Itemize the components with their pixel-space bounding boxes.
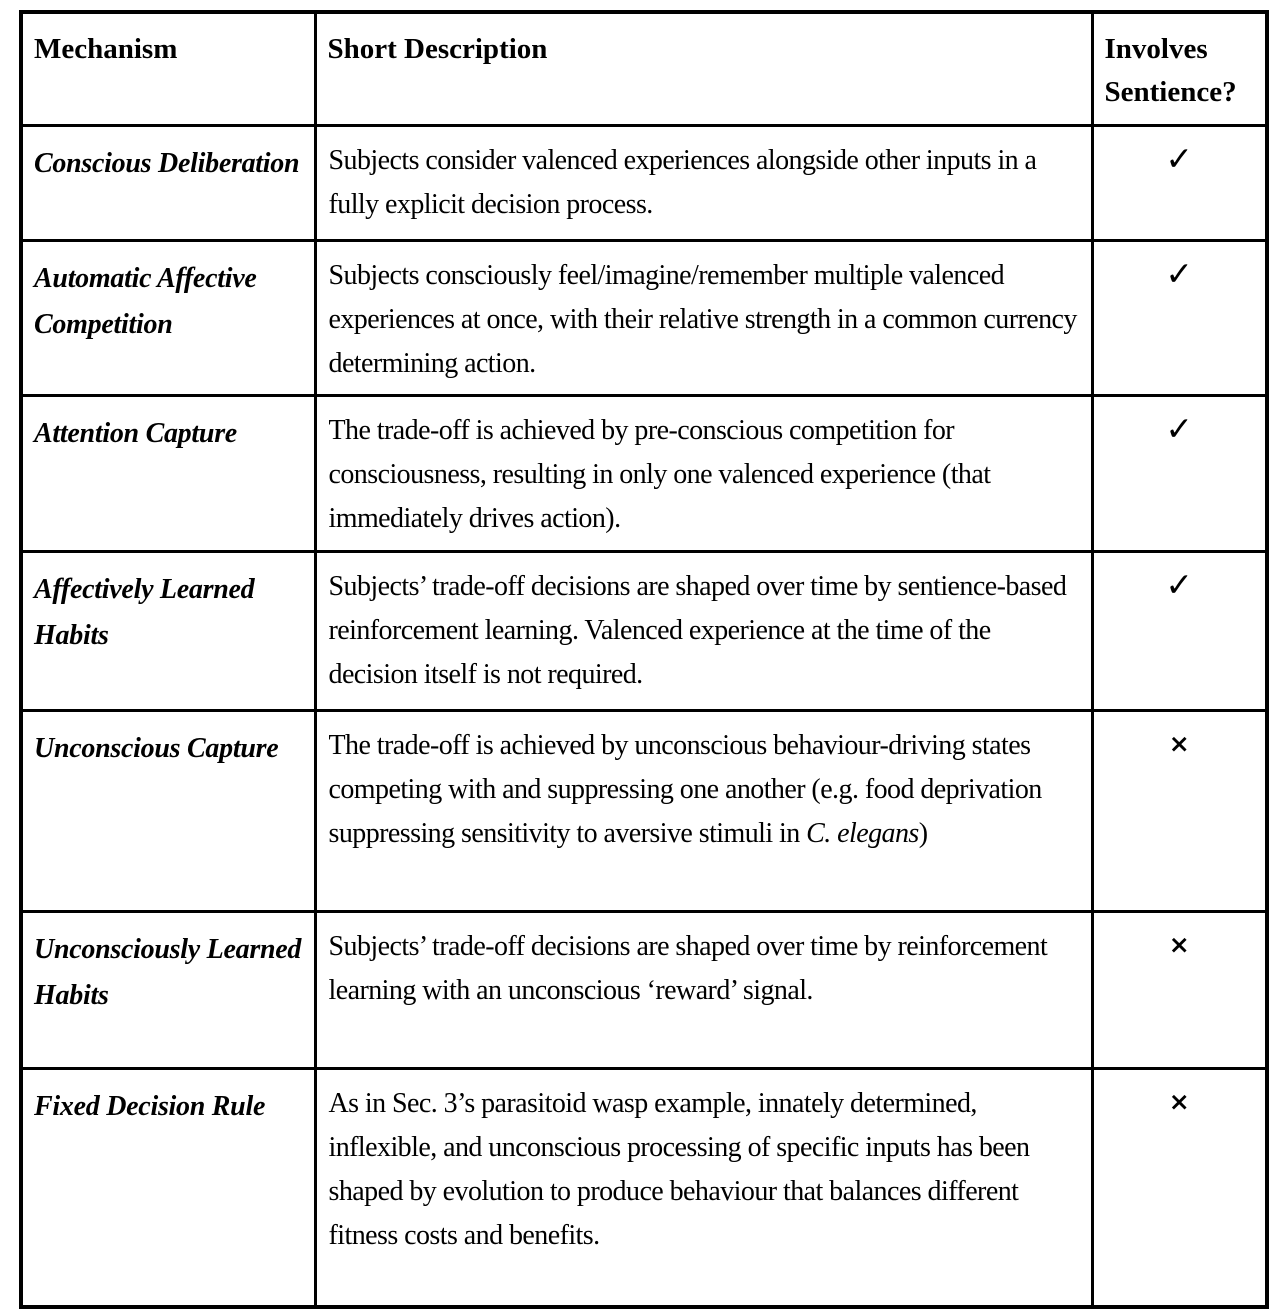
description-text: As in Sec. 3’s parasitoid wasp example, innately determined, inflexible, and unconscious processing of specific inputs has been shaped by evolution to produce behaviour that balances different fitness costs and benefits.: [328, 1088, 1030, 1251]
sentience-cell: [1092, 396, 1267, 552]
cross-icon: ×: [1168, 930, 1190, 959]
description-cell: [315, 396, 1092, 552]
mechanism-cell: Unconscious Capture: [21, 711, 315, 912]
table-row: [21, 241, 1267, 396]
check-icon: ✓: [1165, 565, 1194, 604]
table-row: [21, 912, 1267, 1069]
sentience-cell: [1092, 126, 1267, 241]
description-text: The trade-off is achieved by unconscious behaviour-driving states competing with and suppressing one another (e.g. food deprivation suppressing sensitivity to aversive stimuli in: [328, 730, 1042, 849]
description-text: C. elegans: [806, 818, 919, 849]
description-cell: [315, 1069, 1092, 1307]
sentience-cell: [1092, 711, 1267, 912]
table-row: [21, 396, 1267, 552]
description-text: Subjects consciously feel/imagine/remember multiple valenced experiences at once, with their relative strength in a common currency determining action.: [328, 260, 1077, 379]
sentience-cell: [1092, 1069, 1267, 1307]
mechanism-cell: Affectively Learned Habits: [21, 552, 315, 711]
description-text: The trade-off is achieved by pre-conscious competition for consciousness, resulting in only one valenced experience (that immediately drives action).: [328, 415, 991, 534]
cross-icon: ×: [1168, 729, 1190, 758]
description-text: Subjects’ trade-off decisions are shaped over time by reinforcement learning with an unconscious ‘reward’ signal.: [328, 931, 1048, 1006]
column-header-sentience: Involves Sentience?: [1092, 12, 1267, 126]
column-header-description: Short Description: [315, 12, 1092, 126]
mechanism-cell: Conscious Deliberation: [21, 126, 315, 241]
sentience-cell: [1092, 241, 1267, 396]
mechanism-cell: Attention Capture: [21, 396, 315, 552]
description-text: ): [918, 818, 928, 849]
table-header-row: [21, 12, 1267, 126]
description-cell: [315, 711, 1092, 912]
check-icon: ✓: [1165, 409, 1194, 448]
table-row: [21, 1069, 1267, 1307]
mechanism-cell: Automatic Affective Competition: [21, 241, 315, 396]
table-row: [21, 552, 1267, 711]
sentience-cell: [1092, 552, 1267, 711]
description-text: Subjects consider valenced experiences alongside other inputs in a fully explicit decision process.: [328, 145, 1037, 220]
mechanism-cell: Unconsciously Learned Habits: [21, 912, 315, 1069]
description-cell: [315, 241, 1092, 396]
description-cell: [315, 912, 1092, 1069]
cross-icon: ×: [1168, 1087, 1190, 1116]
column-header-mechanism: Mechanism: [21, 12, 315, 126]
description-cell: [315, 552, 1092, 711]
description-cell: [315, 126, 1092, 241]
mechanisms-table: [19, 10, 1269, 1309]
mechanism-cell: Fixed Decision Rule: [21, 1069, 315, 1307]
table-row: [21, 711, 1267, 912]
check-icon: ✓: [1165, 139, 1194, 178]
check-icon: ✓: [1165, 254, 1194, 293]
description-text: Subjects’ trade-off decisions are shaped over time by sentience-based reinforcement learning. Valenced experience at the time of the decision itself is not required.: [328, 571, 1067, 690]
sentience-cell: [1092, 912, 1267, 1069]
table-row: [21, 126, 1267, 241]
